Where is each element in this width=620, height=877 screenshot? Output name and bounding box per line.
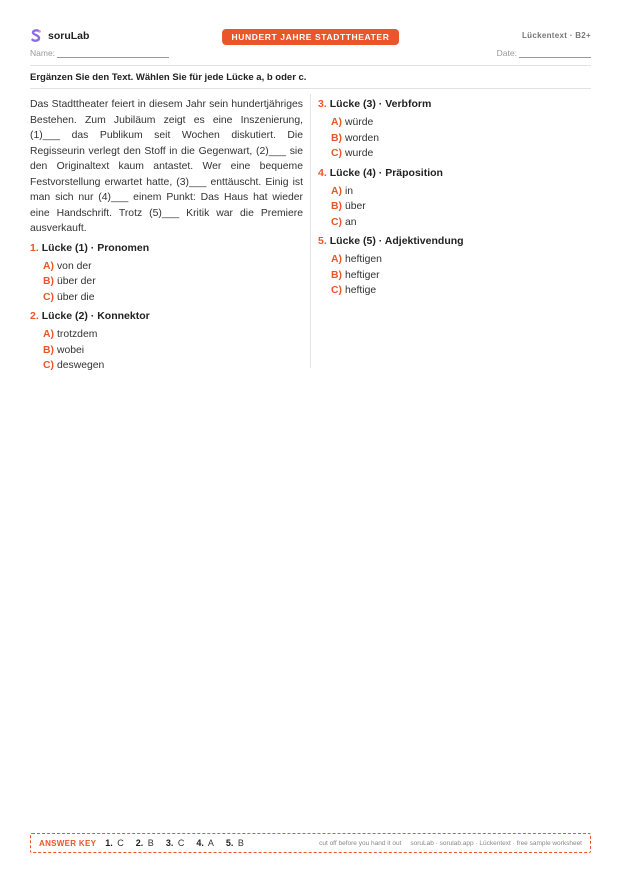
option-letter: C) xyxy=(43,360,54,371)
option-letter: A) xyxy=(331,117,342,128)
footer-credits: soruLab · sorulab.app · Lückentext · free sample worksheet xyxy=(410,839,582,847)
option-letter: B) xyxy=(331,201,342,212)
right-column xyxy=(318,97,590,299)
instruction: Ergänzen Sie den Text. Wählen Sie für jede Lücke a, b oder c. xyxy=(30,72,307,83)
question-1 xyxy=(30,241,303,306)
worksheet-title: HUNDERT JAHRE STADTTHEATER xyxy=(222,29,400,45)
option-letter: A) xyxy=(43,329,54,340)
option-a[interactable] xyxy=(331,252,590,268)
header-divider xyxy=(30,65,591,66)
option-c[interactable] xyxy=(331,283,590,299)
option-b[interactable] xyxy=(43,343,303,359)
option-a[interactable] xyxy=(331,115,590,131)
date-field[interactable] xyxy=(497,48,591,58)
question-title xyxy=(318,234,590,249)
option-text: worden xyxy=(344,132,380,144)
option-text: heftige xyxy=(344,285,377,296)
answer-key-strip xyxy=(30,833,591,853)
question-5 xyxy=(318,234,590,299)
reading-passage: Das Stadttheater feiert in diesem Jahr sein hundertjähriges Bestehen. Zum Jubiläum zeigt es eine Inszenierung, (1)___ das Publikum seit Wochen diskutiert. Die Regisseurin verlegt den Stoff in die Gegenwart, (2)___ sie den Originaltext kaum antastet. Wer eine bequeme Festvorstellung erwartet hatte, (3)___ enttäuscht. Einig ist man sich nur (4)___ einem Punkt: Das Haus hat wieder eine Handschrift. Trotz (5)___ Kritik war die Premiere ausverkauft. xyxy=(30,99,303,234)
answer-key-answer: C xyxy=(117,838,124,848)
question-label: Lücke (2) · Konnektor xyxy=(41,310,150,322)
option-letter: A) xyxy=(331,185,342,197)
option-b[interactable] xyxy=(43,274,303,290)
option-letter: C) xyxy=(331,216,342,228)
option-letter: B) xyxy=(331,132,342,144)
option-c[interactable] xyxy=(43,358,303,374)
option-text: über die xyxy=(56,291,95,303)
question-label: Lücke (5) · Adjektivendung xyxy=(329,235,464,247)
option-list xyxy=(331,184,590,231)
option-a[interactable] xyxy=(43,259,303,275)
option-letter: C) xyxy=(331,148,342,159)
brand xyxy=(30,29,89,43)
answer-key-item xyxy=(136,838,154,848)
answer-key-answer: C xyxy=(177,838,185,848)
answer-key-label: ANSWER KEY xyxy=(39,838,97,848)
option-letter: C) xyxy=(331,285,342,296)
option-a[interactable] xyxy=(331,184,590,200)
question-3 xyxy=(318,97,590,162)
option-text: wurde xyxy=(344,148,374,159)
answer-key-num: 1. xyxy=(105,838,113,848)
question-number: 5. xyxy=(318,235,327,247)
answer-key-num: 2. xyxy=(135,838,144,848)
option-text: von der xyxy=(56,260,92,272)
answer-key-num: 3. xyxy=(165,838,174,848)
option-letter: B) xyxy=(43,344,54,356)
answer-key-num: 4. xyxy=(196,838,204,848)
question-number: 4. xyxy=(318,166,327,179)
answer-key-num: 5. xyxy=(225,838,234,848)
option-text: trotzdem xyxy=(56,329,98,340)
name-blank[interactable] xyxy=(57,48,169,58)
question-4 xyxy=(318,166,590,231)
header xyxy=(30,29,591,63)
option-list xyxy=(331,115,590,162)
option-text: an xyxy=(344,216,357,228)
question-number: 1. xyxy=(30,241,39,254)
option-b[interactable] xyxy=(331,199,590,215)
question-label: Lücke (3) · Verbform xyxy=(329,98,432,110)
question-title xyxy=(30,309,303,324)
option-text: heftigen xyxy=(344,254,382,265)
option-text: in xyxy=(344,185,354,197)
level-label: Lückentext · B2+ xyxy=(521,31,591,40)
name-label: Name: xyxy=(30,48,56,58)
option-c[interactable] xyxy=(331,146,590,162)
option-c[interactable] xyxy=(331,215,590,231)
option-list xyxy=(43,327,303,374)
option-text: wobei xyxy=(56,344,85,356)
option-text: über der xyxy=(56,276,96,287)
option-letter: A) xyxy=(43,260,54,272)
option-a[interactable] xyxy=(43,327,303,343)
option-letter: B) xyxy=(331,269,342,281)
left-column xyxy=(30,97,303,374)
date-blank[interactable] xyxy=(519,48,591,58)
question-label: Lücke (1) · Pronomen xyxy=(41,241,150,254)
option-text: heftiger xyxy=(344,269,380,281)
option-b[interactable] xyxy=(331,268,590,284)
name-field[interactable] xyxy=(30,48,169,58)
option-list xyxy=(331,252,590,299)
answer-key-answer: B xyxy=(237,838,244,848)
option-b[interactable] xyxy=(331,131,590,147)
question-label: Lücke (4) · Präposition xyxy=(329,166,443,179)
option-c[interactable] xyxy=(43,290,303,306)
option-letter: A) xyxy=(331,254,342,265)
answer-key-item xyxy=(226,838,244,848)
question-number: 3. xyxy=(318,98,327,110)
question-number: 2. xyxy=(30,310,39,322)
answer-key-item xyxy=(105,838,124,848)
question-title xyxy=(318,97,590,112)
option-list xyxy=(43,259,303,306)
cut-note: cut off before you hand it out xyxy=(319,839,402,847)
brand-name: soruLab xyxy=(48,30,90,42)
option-text: würde xyxy=(344,117,374,128)
instruction-divider xyxy=(30,88,591,89)
option-letter: C) xyxy=(43,291,54,303)
question-title xyxy=(30,241,303,256)
answer-key-answer: A xyxy=(207,838,214,848)
answer-key-item xyxy=(196,838,214,848)
option-text: deswegen xyxy=(56,360,105,371)
option-text: über xyxy=(344,201,366,212)
question-title xyxy=(318,166,590,181)
answer-key-answer: B xyxy=(147,838,154,848)
option-letter: B) xyxy=(43,276,54,287)
sorulab-logo-icon xyxy=(30,29,42,43)
column-divider xyxy=(310,94,311,368)
date-label: Date: xyxy=(496,48,517,58)
answer-key-footer xyxy=(319,840,582,847)
answer-key-item xyxy=(166,838,185,848)
question-2 xyxy=(30,309,303,374)
